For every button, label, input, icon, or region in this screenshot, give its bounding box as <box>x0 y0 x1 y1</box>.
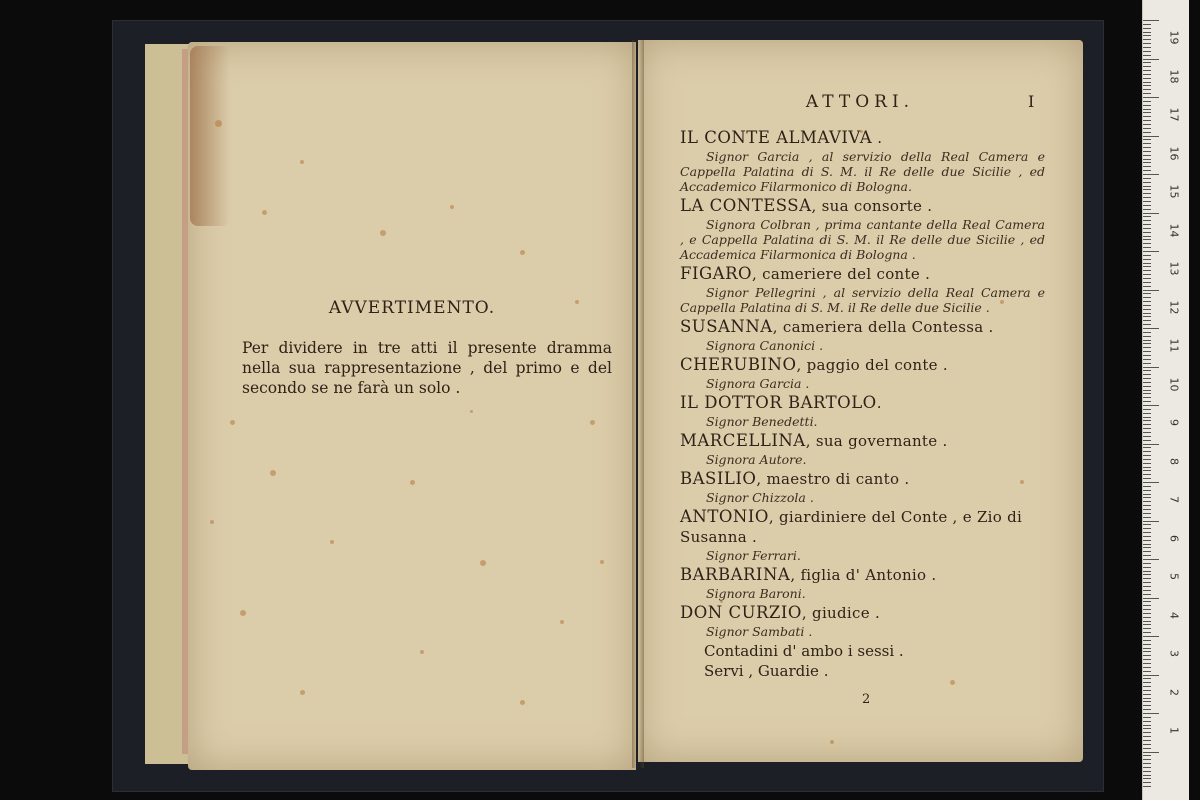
left-page <box>188 42 636 770</box>
role-name: FIGARO <box>680 264 753 283</box>
ruler-tick <box>1143 220 1151 221</box>
cast-entry <box>680 603 1045 639</box>
ruler-tick <box>1143 82 1151 83</box>
ruler-tick <box>1143 590 1151 591</box>
ruler-tick <box>1143 263 1151 264</box>
cast-entry <box>680 264 1045 315</box>
ruler-tick <box>1143 624 1151 625</box>
ruler-label: 16 <box>1167 146 1181 160</box>
ruler-tick <box>1143 447 1151 448</box>
ruler-tick <box>1143 717 1151 718</box>
ruler-tick <box>1143 136 1159 137</box>
ruler-tick <box>1143 236 1151 237</box>
ruler-tick <box>1143 486 1151 487</box>
ruler-tick <box>1143 290 1159 291</box>
ruler-tick <box>1143 420 1151 421</box>
ruler-tick <box>1143 347 1151 348</box>
foxing-spot <box>520 250 525 255</box>
cast-entry <box>680 128 1045 194</box>
ruler-tick <box>1143 636 1159 637</box>
ruler-tick <box>1143 440 1151 441</box>
ruler-tick <box>1143 182 1151 183</box>
ruler-tick <box>1143 340 1151 341</box>
ruler-tick <box>1143 605 1151 606</box>
singer: Signor Chizzola . <box>706 490 814 505</box>
foxing-spot <box>600 560 604 564</box>
ruler-tick <box>1143 571 1151 572</box>
ruler-tick <box>1143 748 1151 749</box>
measuring-ruler <box>1142 0 1189 800</box>
ruler-tick <box>1143 517 1151 518</box>
ruler-tick <box>1143 301 1151 302</box>
ruler-tick <box>1143 378 1151 379</box>
ruler-tick <box>1143 490 1151 491</box>
role-desc: , giudice . <box>801 604 881 622</box>
ruler-tick <box>1143 47 1151 48</box>
ruler-tick <box>1143 474 1151 475</box>
role-name: DON CURZIO <box>680 603 802 622</box>
extras-line: Servi , Guardie . <box>704 662 829 680</box>
ruler-tick <box>1143 632 1151 633</box>
ruler-tick <box>1143 694 1151 695</box>
ruler-tick <box>1143 467 1151 468</box>
ruler-tick <box>1143 428 1151 429</box>
ruler-tick <box>1143 178 1151 179</box>
ruler-tick <box>1143 478 1151 479</box>
ruler-tick <box>1143 771 1151 772</box>
ruler-tick <box>1143 32 1151 33</box>
ruler-label: 14 <box>1167 223 1181 237</box>
ruler-tick <box>1143 782 1151 783</box>
role-desc: . <box>872 129 883 147</box>
singer: Signor Ferrari. <box>706 548 801 563</box>
foxing-spot <box>420 650 424 654</box>
ruler-tick <box>1143 170 1151 171</box>
ruler-tick <box>1143 598 1159 599</box>
ruler-tick <box>1143 424 1151 425</box>
avvertimento-title: AVVERTIMENTO. <box>328 298 496 318</box>
ruler-tick <box>1143 332 1151 333</box>
ruler-label: 5 <box>1167 573 1181 580</box>
ruler-tick <box>1143 778 1151 779</box>
ruler-tick <box>1143 174 1159 175</box>
ruler-tick <box>1143 698 1151 699</box>
ruler-tick <box>1143 740 1151 741</box>
ruler-tick <box>1143 216 1151 217</box>
ruler-tick <box>1143 251 1159 252</box>
role-name: IL DOTTOR BARTOLO <box>680 393 877 412</box>
role-name: IL CONTE ALMAVIVA <box>680 128 873 147</box>
ruler-tick <box>1143 736 1151 737</box>
ruler-tick <box>1143 386 1151 387</box>
singer: Signora Colbran , prima cantante della Real Camera , e Cappella Palatina di S. M. il Re delle due Sicilie , ed Accademica Filarmonica di Bologna . <box>680 217 1045 262</box>
foxing-spot <box>262 210 267 215</box>
cast-entry <box>680 565 1045 601</box>
foxing-spot <box>300 160 304 164</box>
ruler-tick <box>1143 166 1151 167</box>
ruler-tick <box>1143 601 1151 602</box>
foxing-spot <box>330 540 334 544</box>
ruler-label: 2 <box>1167 688 1181 696</box>
ruler-tick <box>1143 55 1151 56</box>
ruler-tick <box>1143 405 1159 406</box>
ruler-tick <box>1143 239 1151 240</box>
ruler-tick <box>1143 316 1151 317</box>
cast-entry <box>680 469 1045 505</box>
role-name: ANTONIO <box>680 507 769 526</box>
ruler-tick <box>1143 659 1151 660</box>
ruler-label: 18 <box>1167 69 1181 83</box>
cast-entry <box>680 507 1045 563</box>
role-name: BARBARINA <box>680 565 791 584</box>
ruler-label: 9 <box>1167 419 1181 426</box>
ruler-tick <box>1143 501 1151 502</box>
ruler-label: 6 <box>1167 534 1181 542</box>
role-desc: , cameriere del conte . <box>752 265 931 283</box>
ruler-tick <box>1143 667 1151 668</box>
ruler-tick <box>1143 282 1151 283</box>
ruler-tick <box>1143 247 1151 248</box>
ruler-label: 17 <box>1167 107 1181 122</box>
ruler-label: 10 <box>1167 377 1181 391</box>
ruler-tick <box>1143 382 1151 383</box>
ruler-tick <box>1143 578 1151 579</box>
singer: Signor Sambati . <box>706 624 813 639</box>
ruler-tick <box>1143 628 1151 629</box>
ruler-tick <box>1143 621 1151 622</box>
ruler-tick <box>1143 725 1151 726</box>
ruler-tick <box>1143 617 1151 618</box>
role-name: MARCELLINA <box>680 431 806 450</box>
role-name: BASILIO <box>680 469 757 488</box>
ruler-tick <box>1143 397 1151 398</box>
ruler-tick <box>1143 436 1151 437</box>
ruler-tick <box>1143 255 1151 256</box>
ruler-tick <box>1143 66 1151 67</box>
page-number: I <box>1028 92 1035 111</box>
signature-mark: 2 <box>862 692 871 707</box>
ruler-tick <box>1143 721 1151 722</box>
ruler-tick <box>1143 351 1151 352</box>
ruler-tick <box>1143 101 1151 102</box>
ruler-tick <box>1143 613 1151 614</box>
ruler-tick <box>1143 682 1151 683</box>
ruler-tick <box>1143 393 1151 394</box>
ruler-tick <box>1143 209 1151 210</box>
ruler-tick <box>1143 70 1151 71</box>
ruler-tick <box>1143 155 1151 156</box>
ruler-tick <box>1143 528 1151 529</box>
role-name: CHERUBINO <box>680 355 797 374</box>
ruler-tick <box>1143 648 1151 649</box>
attori-title: ATTORI. <box>805 92 915 112</box>
ruler-tick <box>1143 132 1151 133</box>
ruler-tick <box>1143 305 1151 306</box>
ruler-tick <box>1143 186 1151 187</box>
ruler-label: 4 <box>1167 611 1181 619</box>
ruler-tick <box>1143 401 1151 402</box>
ruler-tick <box>1143 278 1151 279</box>
ruler-tick <box>1143 551 1151 552</box>
ruler-tick <box>1143 201 1151 202</box>
ruler-label: 7 <box>1167 496 1181 503</box>
ruler-tick <box>1143 224 1151 225</box>
ruler-tick <box>1143 28 1151 29</box>
singer: Signora Canonici . <box>706 338 824 353</box>
ruler-label: 12 <box>1167 300 1181 314</box>
ruler-tick <box>1143 547 1151 548</box>
ruler-tick <box>1143 24 1151 25</box>
ruler-tick <box>1143 644 1151 645</box>
ruler-tick <box>1143 582 1151 583</box>
ruler-tick <box>1143 752 1159 753</box>
role-desc: , cameriera della Contessa . <box>772 318 994 336</box>
ruler-tick <box>1143 663 1151 664</box>
foxing-spot <box>270 470 276 476</box>
ruler-tick <box>1143 232 1151 233</box>
ruler-tick <box>1143 336 1151 337</box>
foxing-spot <box>210 520 214 524</box>
role-desc: , sua consorte . <box>811 197 933 215</box>
ruler-tick <box>1143 266 1151 267</box>
ruler-tick <box>1143 536 1151 537</box>
ruler-tick <box>1143 109 1151 110</box>
ruler-tick <box>1143 78 1151 79</box>
ruler-tick <box>1143 363 1151 364</box>
cast-entry <box>680 355 1045 391</box>
cast-entry <box>680 393 1045 429</box>
role-desc: , figlia d' Antonio . <box>790 566 937 584</box>
ruler-tick <box>1143 524 1151 525</box>
ruler-tick <box>1143 574 1151 575</box>
ruler-tick <box>1143 709 1151 710</box>
ruler-tick <box>1143 124 1151 125</box>
ruler-tick <box>1143 455 1151 456</box>
ruler-tick <box>1143 540 1151 541</box>
ruler-tick <box>1143 505 1151 506</box>
cast-list <box>680 128 1045 681</box>
foxing-spot <box>480 560 486 566</box>
singer: Signor Benedetti. <box>706 414 818 429</box>
role-desc: , maestro di canto . <box>756 470 910 488</box>
ruler-tick <box>1143 43 1151 44</box>
ruler-tick <box>1143 116 1151 117</box>
ruler-label: 3 <box>1167 650 1181 657</box>
ruler-tick <box>1143 413 1151 414</box>
ruler-tick <box>1143 286 1151 287</box>
ruler-tick <box>1143 509 1151 510</box>
ruler-tick <box>1143 513 1151 514</box>
ruler-tick <box>1143 374 1151 375</box>
ruler-tick <box>1143 451 1151 452</box>
ruler-tick <box>1143 205 1151 206</box>
ruler-tick <box>1143 93 1151 94</box>
ruler-tick <box>1143 786 1151 787</box>
ruler-tick <box>1143 355 1151 356</box>
ruler-tick <box>1143 594 1151 595</box>
ruler-tick <box>1143 497 1151 498</box>
ruler-tick <box>1143 686 1151 687</box>
ruler-tick <box>1143 586 1151 587</box>
ruler-tick <box>1143 563 1151 564</box>
ruler-tick <box>1143 409 1151 410</box>
ruler-tick <box>1143 494 1151 495</box>
singer: Signora Garcia . <box>706 376 810 391</box>
ruler-tick <box>1143 62 1151 63</box>
page-stain <box>190 46 230 226</box>
ruler-tick <box>1143 763 1151 764</box>
ruler-label: 15 <box>1167 184 1181 199</box>
ruler-tick <box>1143 128 1151 129</box>
ruler-tick <box>1143 432 1151 433</box>
foxing-spot <box>560 620 564 624</box>
ruler-label: 13 <box>1167 261 1181 276</box>
foxing-spot <box>590 420 595 425</box>
ruler-tick <box>1143 293 1151 294</box>
ruler-tick <box>1143 775 1151 776</box>
ruler-tick <box>1143 324 1151 325</box>
ruler-tick <box>1143 521 1159 522</box>
ruler-tick <box>1143 744 1151 745</box>
ruler-tick <box>1143 609 1151 610</box>
ruler-tick <box>1143 89 1151 90</box>
ruler-tick <box>1143 655 1151 656</box>
ruler-tick <box>1143 193 1151 194</box>
ruler-tick <box>1143 97 1159 98</box>
ruler-label: 1 <box>1167 727 1181 734</box>
ruler-tick <box>1143 417 1151 418</box>
cast-entry <box>680 317 1045 353</box>
ruler-tick <box>1143 274 1151 275</box>
singer: Signora Autore. <box>706 452 807 467</box>
singer: Signor Garcia , al servizio della Real Camera e Cappella Palatina di S. M. il Re delle due Sicilie , ed Accademico Filarmonico di Bologna. <box>680 149 1045 194</box>
ruler-tick <box>1143 20 1159 21</box>
role-desc: , sua governante . <box>805 432 948 450</box>
ruler-tick <box>1143 755 1151 756</box>
ruler-tick <box>1143 651 1151 652</box>
ruler-tick <box>1143 444 1159 445</box>
ruler-tick <box>1143 59 1159 60</box>
singer: Signora Baroni. <box>706 586 806 601</box>
role-desc: , paggio del conte . <box>796 356 948 374</box>
role-desc: , giardiniere del Conte , e Zio di Susanna . <box>680 508 1023 546</box>
ruler-tick <box>1143 120 1151 121</box>
ruler-tick <box>1143 297 1151 298</box>
ruler-tick <box>1143 701 1151 702</box>
ruler-tick <box>1143 189 1151 190</box>
role-desc: . <box>876 394 882 412</box>
ruler-tick <box>1143 197 1151 198</box>
cast-entry <box>680 431 1045 467</box>
ruler-tick <box>1143 555 1151 556</box>
ruler-tick <box>1143 343 1151 344</box>
ruler-tick <box>1143 35 1151 36</box>
ruler-tick <box>1143 147 1151 148</box>
ruler-tick <box>1143 51 1151 52</box>
extras-line: Contadini d' ambo i sessi . <box>704 642 904 660</box>
ruler-tick <box>1143 313 1151 314</box>
ruler-tick <box>1143 112 1151 113</box>
ruler-label: 19 <box>1167 30 1181 45</box>
ruler-tick <box>1143 671 1151 672</box>
ruler-tick <box>1143 705 1151 706</box>
singer: Signor Pellegrini , al servizio della Real Camera e Cappella Palatina di S. M. il Re delle due Sicilie . <box>680 285 1045 315</box>
ruler-tick <box>1143 85 1151 86</box>
foxing-spot <box>240 610 246 616</box>
ruler-tick <box>1143 767 1151 768</box>
ruler-tick <box>1143 105 1151 106</box>
ruler-tick <box>1143 309 1151 310</box>
avvertimento-text: Per dividere in tre atti il presente dramma nella sua rappresentazione , del primo e del secondo se ne farà un solo . <box>242 339 612 397</box>
ruler-tick <box>1143 151 1151 152</box>
foxing-spot <box>470 410 473 413</box>
ruler-tick <box>1143 359 1151 360</box>
foxing-spot <box>830 740 834 744</box>
ruler-tick <box>1143 162 1151 163</box>
ruler-tick <box>1143 463 1151 464</box>
ruler-tick <box>1143 213 1159 214</box>
ruler-tick <box>1143 567 1151 568</box>
foxing-spot <box>300 690 305 695</box>
ruler-tick <box>1143 713 1159 714</box>
ruler-tick <box>1143 228 1151 229</box>
foxing-spot <box>520 700 525 705</box>
cast-entry <box>680 196 1045 262</box>
foxing-spot <box>215 120 222 127</box>
role-name: LA CONTESSA <box>680 196 812 215</box>
ruler-tick <box>1143 259 1151 260</box>
book-gutter <box>632 40 644 768</box>
ruler-tick <box>1143 159 1151 160</box>
ruler-tick <box>1143 532 1151 533</box>
ruler-tick <box>1143 367 1159 368</box>
ruler-label: 11 <box>1167 338 1181 353</box>
ruler-tick <box>1143 74 1151 75</box>
ruler-tick <box>1143 544 1151 545</box>
ruler-tick <box>1143 328 1159 329</box>
ruler-tick <box>1143 370 1151 371</box>
ruler-label: 8 <box>1167 457 1181 465</box>
foxing-spot <box>410 480 415 485</box>
ruler-tick <box>1143 470 1151 471</box>
ruler-tick <box>1143 243 1151 244</box>
foxing-spot <box>450 205 454 209</box>
ruler-tick <box>1143 759 1151 760</box>
ruler-tick <box>1143 459 1151 460</box>
ruler-tick <box>1143 139 1151 140</box>
foxing-spot <box>380 230 386 236</box>
ruler-tick <box>1143 390 1151 391</box>
ruler-tick <box>1143 732 1151 733</box>
ruler-tick <box>1143 690 1151 691</box>
ruler-tick <box>1143 39 1151 40</box>
ruler-tick <box>1143 728 1151 729</box>
ruler-tick <box>1143 320 1151 321</box>
ruler-tick <box>1143 482 1159 483</box>
cover-edge <box>145 44 192 764</box>
ruler-tick <box>1143 640 1151 641</box>
ruler-tick <box>1143 270 1151 271</box>
role-name: SUSANNA <box>680 317 773 336</box>
ruler-tick <box>1143 143 1151 144</box>
ruler-tick <box>1143 675 1159 676</box>
ruler-tick <box>1143 678 1151 679</box>
ruler-tick <box>1143 559 1159 560</box>
foxing-spot <box>230 420 235 425</box>
